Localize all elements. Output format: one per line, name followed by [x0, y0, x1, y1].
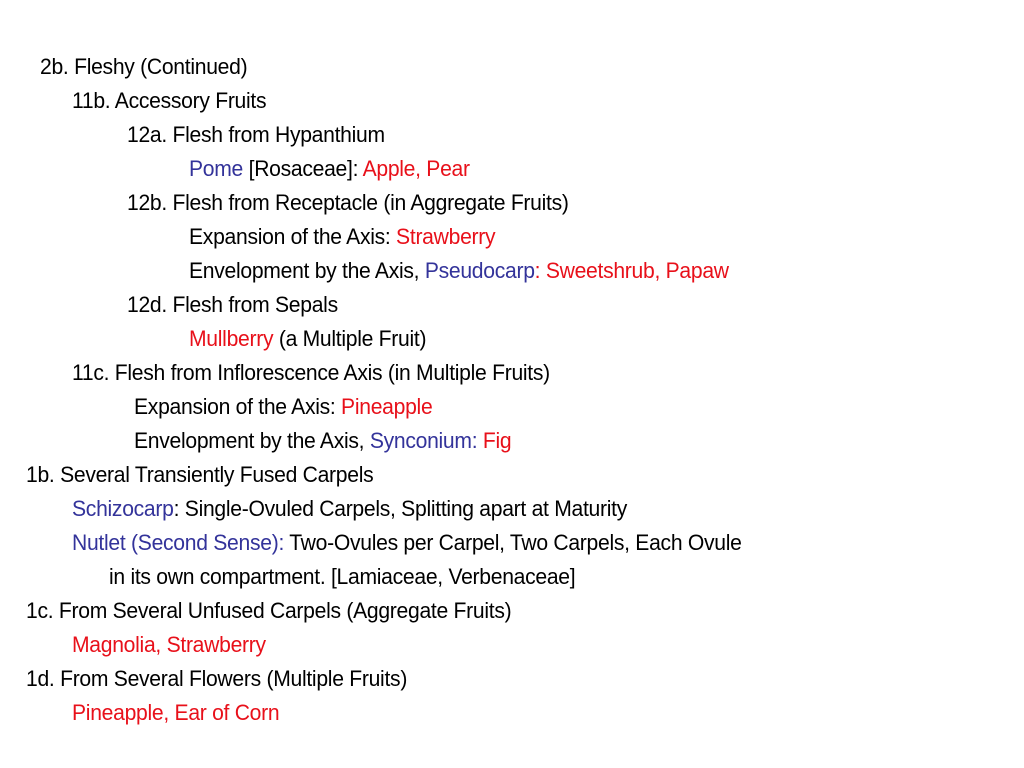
- example-text: Pineapple, Ear of Corn: [72, 700, 280, 725]
- outline-line: [72, 700, 279, 726]
- outline-line: [26, 666, 407, 692]
- outline-text: 1c. From Several Unfused Carpels (Aggregate Fruits): [26, 598, 512, 623]
- outline-line: [189, 326, 426, 352]
- outline-text: : Single-Ovuled Carpels, Splitting apart at Maturity: [173, 496, 628, 521]
- outline-line: [72, 360, 550, 386]
- outline-text: Expansion of the Axis:: [134, 394, 342, 419]
- outline-text: 1d. From Several Flowers (Multiple Fruits): [26, 666, 408, 691]
- outline-line: [72, 496, 627, 522]
- outline-line: [189, 224, 495, 250]
- outline-text: Two-Ovules per Carpel, Two Carpels, Each Ovule: [284, 530, 742, 555]
- outline-text: [Rosaceae]:: [243, 156, 363, 181]
- term-text: Synconium:: [369, 428, 483, 453]
- example-text: Pineapple: [341, 394, 433, 419]
- outline-text: Envelopment by the Axis,: [134, 428, 370, 453]
- outline-text: Expansion of the Axis:: [189, 224, 397, 249]
- example-text: Mullberry: [189, 326, 274, 351]
- outline-text: 1b. Several Transiently Fused Carpels: [26, 462, 374, 487]
- outline-line: [26, 598, 511, 624]
- example-text: Fig: [482, 428, 512, 453]
- outline-text: 12a. Flesh from Hypanthium: [127, 122, 385, 147]
- term-text: Nutlet (Second Sense):: [72, 530, 285, 555]
- outline-text: 12b. Flesh from Receptacle (in Aggregate Fruits): [127, 190, 569, 215]
- outline-line: [109, 564, 575, 590]
- example-text: Magnolia, Strawberry: [72, 632, 266, 657]
- outline-line: [127, 292, 338, 318]
- example-text: : Sweetshrub, Papaw: [534, 258, 729, 283]
- term-text: Pseudocarp: [424, 258, 535, 283]
- outline-text: in its own compartment. [Lamiaceae, Verbenaceae]: [109, 564, 576, 589]
- term-text: Pome: [189, 156, 244, 181]
- outline-line: [26, 462, 373, 488]
- outline-line: [72, 88, 266, 114]
- example-text: Apple, Pear: [362, 156, 470, 181]
- outline-line: [127, 122, 385, 148]
- outline-text: Envelopment by the Axis,: [189, 258, 425, 283]
- outline-text: 12d. Flesh from Sepals: [127, 292, 338, 317]
- outline-line: [134, 428, 511, 454]
- term-text: Schizocarp: [72, 496, 174, 521]
- outline-text: 11b. Accessory Fruits: [72, 88, 267, 113]
- outline-text: (a Multiple Fruit): [273, 326, 427, 351]
- example-text: Strawberry: [396, 224, 496, 249]
- outline-line: [40, 54, 247, 80]
- outline-line: [189, 258, 729, 284]
- outline-line: [134, 394, 432, 420]
- outline-line: [127, 190, 569, 216]
- outline-text: 11c. Flesh from Inflorescence Axis (in Multiple Fruits): [72, 360, 550, 385]
- outline-line: [72, 632, 266, 658]
- outline-line: [72, 530, 742, 556]
- outline-line: [189, 156, 470, 182]
- outline-text: 2b. Fleshy (Continued): [40, 54, 248, 79]
